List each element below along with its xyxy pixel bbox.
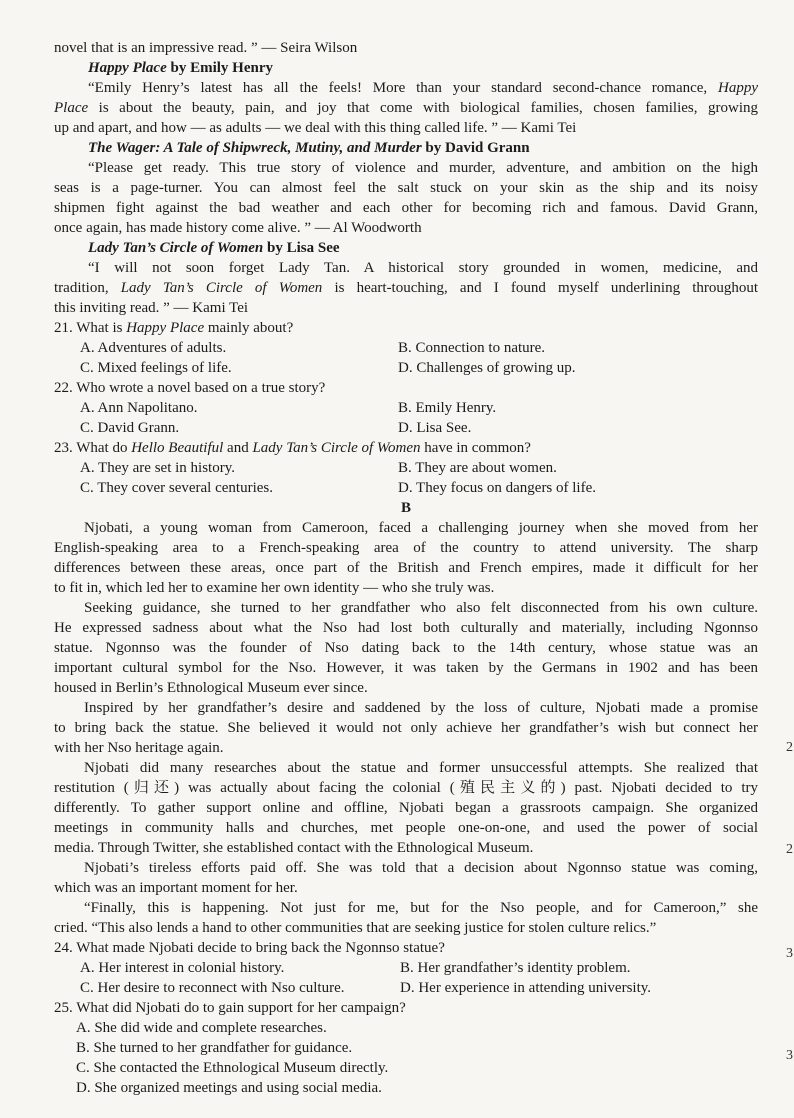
options-row xyxy=(54,958,758,978)
margin-number: 3 xyxy=(786,946,793,961)
book-title: The Wager: A Tale of Shipwreck, Mutiny, and Murder xyxy=(88,140,422,156)
review-line: “Please get ready. This true story of violence and murder, adventure, and ambition on the high xyxy=(88,160,758,176)
passage-paragraph-5: Njobati’s tireless efforts paid off. She was told that a decision about Ngonnso statue was coming, which was an important moment for her. xyxy=(54,860,758,896)
question-22-stem: 22. Who wrote a novel based on a true story? xyxy=(54,380,326,396)
exam-page xyxy=(54,38,758,1098)
book-author: by David Grann xyxy=(421,140,530,156)
passage-paragraph-4: Njobati did many researches about the statue and former unsuccessful attempts. She realized that restitution (归还) was actually about facing the colonial (殖民主义的) past. Njobati decided to try differently. To gather support online and offline, Njobati began a grassroots campaign. She organized meetings in community halls and churches, met people one-on-one, and used the power of social media. Through Twitter, she established contact with the Ethnological Museum. xyxy=(54,760,758,856)
review-line: novel that is an impressive read. ” — Seira Wilson xyxy=(54,40,358,56)
review-line: this inviting read. ” — Kami Tei xyxy=(54,300,249,316)
question-25-stem: 25. What did Njobati do to gain support for her campaign? xyxy=(54,1000,406,1016)
options-row xyxy=(54,358,758,378)
passage-paragraph-3: Inspired by her grandfather’s desire and saddened by the loss of culture, Njobati made a promise to bring back the statue. She believed it would not only achieve her grandfather’s wish but connect her with her Nso heritage again. xyxy=(54,700,758,756)
review-line: “I will not soon forget Lady Tan. A historical story grounded in women, medicine, and xyxy=(88,260,758,276)
option-b[interactable]: B. They are about women. xyxy=(398,460,557,476)
option-b[interactable]: B. She turned to her grandfather for guidance. xyxy=(76,1040,353,1056)
option-b[interactable]: B. Emily Henry. xyxy=(398,400,497,416)
section-heading-b: B xyxy=(400,500,411,516)
option-d[interactable]: D. Her experience in attending university. xyxy=(400,980,652,996)
option-d[interactable]: D. She organized meetings and using social media. xyxy=(76,1080,382,1096)
review-line: seas is a page-turner. You can almost feel the salt stuck on your skin as the ship and its noisy xyxy=(54,180,758,196)
option-d[interactable]: D. Challenges of growing up. xyxy=(398,360,576,376)
review-line: tradition, Lady Tan’s Circle of Women is heart-touching, and I found myself underlining throughout xyxy=(54,280,759,296)
question-24-stem: 24. What made Njobati decide to bring back the Ngonnso statue? xyxy=(54,940,445,956)
options-row xyxy=(54,478,758,498)
option-c[interactable]: C. Mixed feelings of life. xyxy=(80,360,232,376)
options-row xyxy=(54,338,758,358)
option-c[interactable]: C. She contacted the Ethnological Museum directly. xyxy=(76,1060,389,1076)
review-line: once again, has made history come alive. ” — Al Woodworth xyxy=(54,220,422,236)
margin-number: 2 xyxy=(786,842,793,857)
passage-paragraph-1: Njobati, a young woman from Cameroon, faced a challenging journey when she moved from her English-speaking area to a French-speaking area of the country to attend university. The sharp differences between these areas, once part of the British and French empires, made it difficult for her to fit in, which led her to examine her own identity — who she truly was. xyxy=(54,520,758,596)
review-line: up and apart, and how — as adults — we deal with this thing called life. ” — Kami Tei xyxy=(54,120,577,136)
book-title: Lady Tan’s Circle of Women xyxy=(88,240,264,256)
book-author: by Lisa See xyxy=(263,240,340,256)
option-a[interactable]: A. Adventures of adults. xyxy=(80,340,227,356)
option-d[interactable]: D. They focus on dangers of life. xyxy=(398,480,597,496)
passage-paragraph-6: “Finally, this is happening. Not just for me, but for the Nso people, and for Cameroon,” she cried. “This also lends a hand to other communities that are seeking justice for stolen culture relics.” xyxy=(54,900,758,936)
option-a[interactable]: A. They are set in history. xyxy=(80,460,235,476)
options-row xyxy=(54,458,758,478)
options-row xyxy=(54,398,758,418)
book-heading-wager xyxy=(54,138,758,158)
option-a[interactable]: A. She did wide and complete researches. xyxy=(76,1020,327,1036)
option-c[interactable]: C. David Grann. xyxy=(80,420,180,436)
margin-number: 3 xyxy=(786,1048,793,1063)
review-line: shipmen fight against the bad weather and each other for becoming rich and famous. David Grann, xyxy=(54,200,758,216)
margin-number: 2 xyxy=(786,740,793,755)
book-title: Happy Place xyxy=(88,60,167,76)
option-d[interactable]: D. Lisa See. xyxy=(398,420,472,436)
review-line: “Emily Henry’s latest has all the feels! More than your standard second-chance romance, Happy xyxy=(88,80,759,96)
review-line: Place is about the beauty, pain, and joy that come with biological families, chosen families, growing xyxy=(54,100,758,116)
book-heading-happy-place xyxy=(54,58,758,78)
option-c[interactable]: C. They cover several centuries. xyxy=(80,480,273,496)
question-23-stem: 23. What do Hello Beautiful and Lady Tan’s Circle of Women have in common? xyxy=(54,440,531,456)
book-heading-lady-tan xyxy=(54,238,758,258)
passage-paragraph-2: Seeking guidance, she turned to her grandfather who also felt disconnected from his own culture. He expressed sadness about what the Nso had lost both culturally and materially, including Ngonnso statue. Ngonnso was the founder of Nso dating back to the 14th century, whose statue was an important cultural symbol for the Nso. However, it was taken by the Germans in 1902 and has been housed in Berlin’s Ethnological Museum ever since. xyxy=(54,600,758,696)
option-b[interactable]: B. Her grandfather’s identity problem. xyxy=(400,960,631,976)
option-a[interactable]: A. Her interest in colonial history. xyxy=(80,960,285,976)
option-c[interactable]: C. Her desire to reconnect with Nso culture. xyxy=(80,980,345,996)
options-row xyxy=(54,978,758,998)
option-a[interactable]: A. Ann Napolitano. xyxy=(80,400,198,416)
option-b[interactable]: B. Connection to nature. xyxy=(398,340,546,356)
question-21-stem: 21. What is Happy Place mainly about? xyxy=(54,320,294,336)
options-row xyxy=(54,418,758,438)
book-author: by Emily Henry xyxy=(166,60,273,76)
